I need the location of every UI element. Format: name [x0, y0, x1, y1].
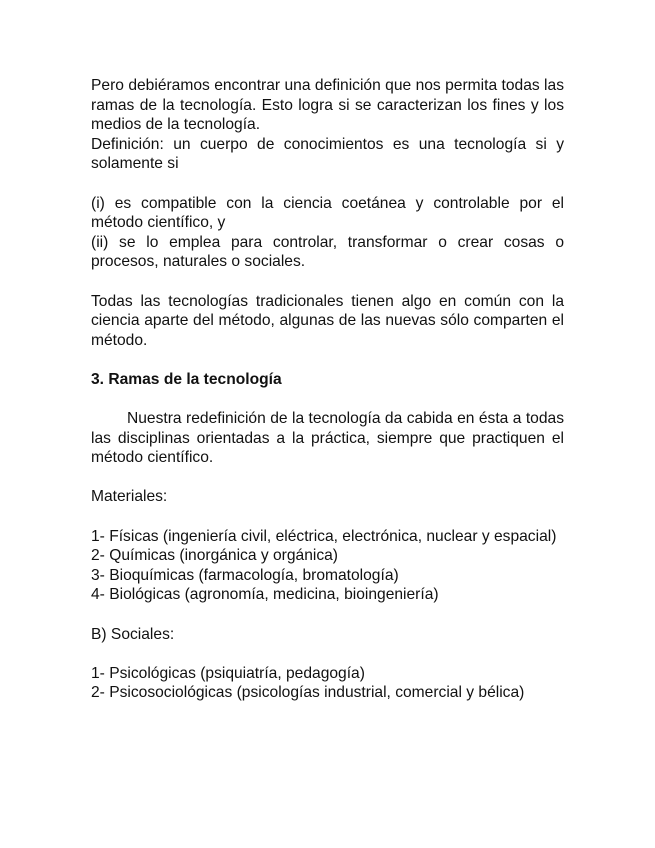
list-item: 1- Físicas (ingeniería civil, eléctrica, electrónica, nuclear y espacial) [91, 527, 557, 545]
spacer [91, 272, 564, 292]
sociales-label: B) Sociales: [91, 625, 175, 643]
traditional-paragraph: Todas las tecnologías tradicionales tienen algo en común con la ciencia aparte del método, algunas de las nuevas sólo comparten el método. [91, 292, 564, 349]
section-paragraph: Nuestra redefinición de la tecnología da cabida en ésta a todas las disciplinas orientadas a la práctica, siempre que practiquen el método científico. [91, 410, 564, 467]
materiales-label: Materiales: [91, 488, 168, 506]
list-item: 2- Químicas (inorgánica y orgánica) [91, 547, 339, 565]
condition-ii: (ii) se lo emplea para controlar, transformar o crear cosas o procesos, naturales o sociales. [91, 233, 564, 271]
list-item: 4- Biológicas (agronomía, medicina, bioingeniería) [91, 586, 439, 604]
spacer [91, 174, 564, 194]
definition-paragraph: Definición: un cuerpo de conocimientos es una tecnología si y solamente si [91, 135, 564, 173]
document-page [91, 76, 564, 703]
list-item: 2- Psicosociológicas (psicologías industrial, comercial y bélica) [91, 684, 525, 702]
condition-i: (i) es compatible con la ciencia coetánea y controlable por el método científico, y [91, 194, 564, 232]
section-heading: 3. Ramas de la tecnología [91, 370, 282, 388]
spacer [91, 644, 564, 664]
spacer [91, 390, 564, 410]
spacer [91, 507, 564, 527]
list-item: 1- Psicológicas (psiquiatría, pedagogía) [91, 664, 365, 682]
spacer [91, 350, 564, 370]
spacer [91, 468, 564, 488]
list-item: 3- Bioquímicas (farmacología, bromatología) [91, 566, 399, 584]
intro-paragraph: Pero debiéramos encontrar una definición que nos permita todas las ramas de la tecnología. Esto logra si se caracterizan los fines y los medios de la tecnología. [91, 77, 564, 134]
spacer [91, 605, 564, 625]
